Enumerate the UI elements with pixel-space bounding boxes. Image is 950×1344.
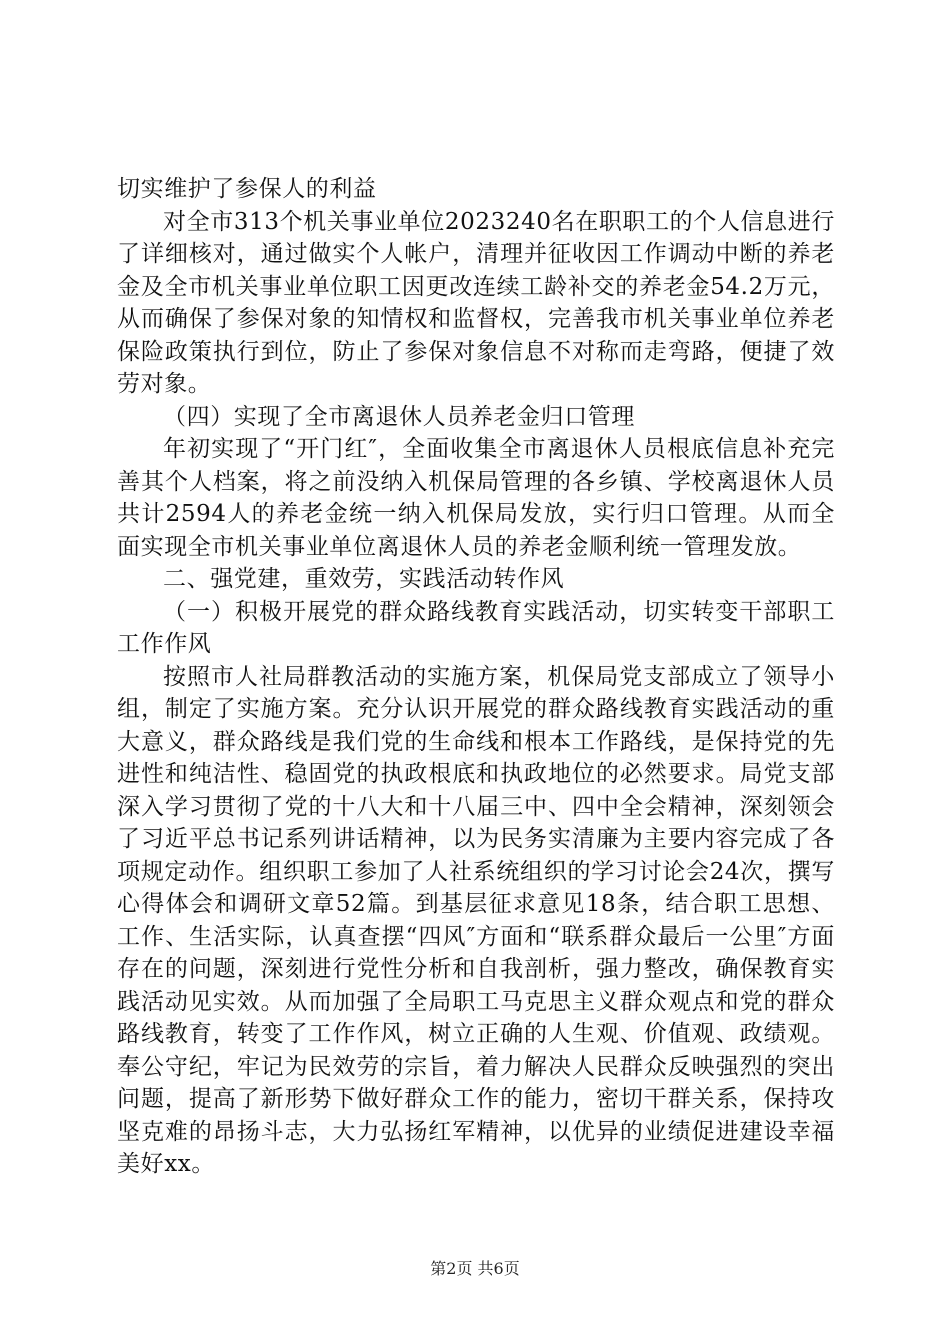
paragraph-party-education: 按照市人社局群教活动的实施方案，机保局党支部成立了领导小组，制定了实施方案。充分认识开展党的群众路线教育实践活动的重大意义，群众路线是我们党的生命线和根本工作路线，是保持党的先进性和纯洁性、稳固党的执政根底和执政地位的必然要求。局党支部深入学习贯彻了党的十八大和十八届三中、四中全会精神，深刻领会了习近平总书记系列讲话精神，以为民务实清廉为主要内容完成了各项规定动作。组织职工参加了人社系统组织的学习讨论会24次，撰写心得体会和调研文章52篇。到基层征求意见18条，结合职工思想、工作、生活实际，认真查摆“四风″方面和“联系群众最后一公里″方面存在的问题，深刻进行党性分析和自我剖析，强力整改，确保教育实践活动见实效。从而加强了全局职工马克思主义群众观点和党的群众路线教育，转变了工作作风，树立正确的人生观、价值观、政绩观。奉公守纪，牢记为民效劳的宗旨，着力解决人民群众反映强烈的突出问题，提高了新形势下做好群众工作的能力，密切干群关系，保持攻坚克难的昂扬斗志，大力弘扬红军精神，以优异的业绩促进建设幸福美好xx。 [117, 663, 835, 1177]
paragraph-info-verification: 对全市313个机关事业单位2023240名在职职工的个人信息进行了详细核对，通过做实个人帐户，清理并征收因工作调动中断的养老金及全市机关事业单位职工因更改连续工龄补交的养老金54.2万元，从而确保了参保对象的知情权和监督权，完善我市机关事业单位养老保险政策执行到位，防止了参保对象信息不对称而走弯路，便捷了效劳对象。 [117, 208, 835, 397]
page-footer: 第2页 共6页 [430, 1259, 520, 1278]
subsection-heading-one: （一）积极开展党的群众路线教育实践活动，切实转变干部职工工作作风 [117, 598, 835, 657]
section-heading-two: 二、强党建，重效劳，实践活动转作风 [163, 566, 565, 592]
section-heading-four: （四）实现了全市离退休人员养老金归口管理 [163, 403, 635, 430]
document-body [117, 173, 835, 1181]
paragraph-pension-management: 年初实现了“开门红″，全面收集全市离退休人员根底信息补充完善其个人档案，将之前没纳入机保局管理的各乡镇、学校离退休人员共计2594人的养老金统一纳入机保局发放，实行归口管理。从而全面实现全市机关事业单位离退休人员的养老金顺利统一管理发放。 [117, 436, 835, 560]
paragraph-continuation: 切实维护了参保人的利益 [117, 176, 377, 202]
